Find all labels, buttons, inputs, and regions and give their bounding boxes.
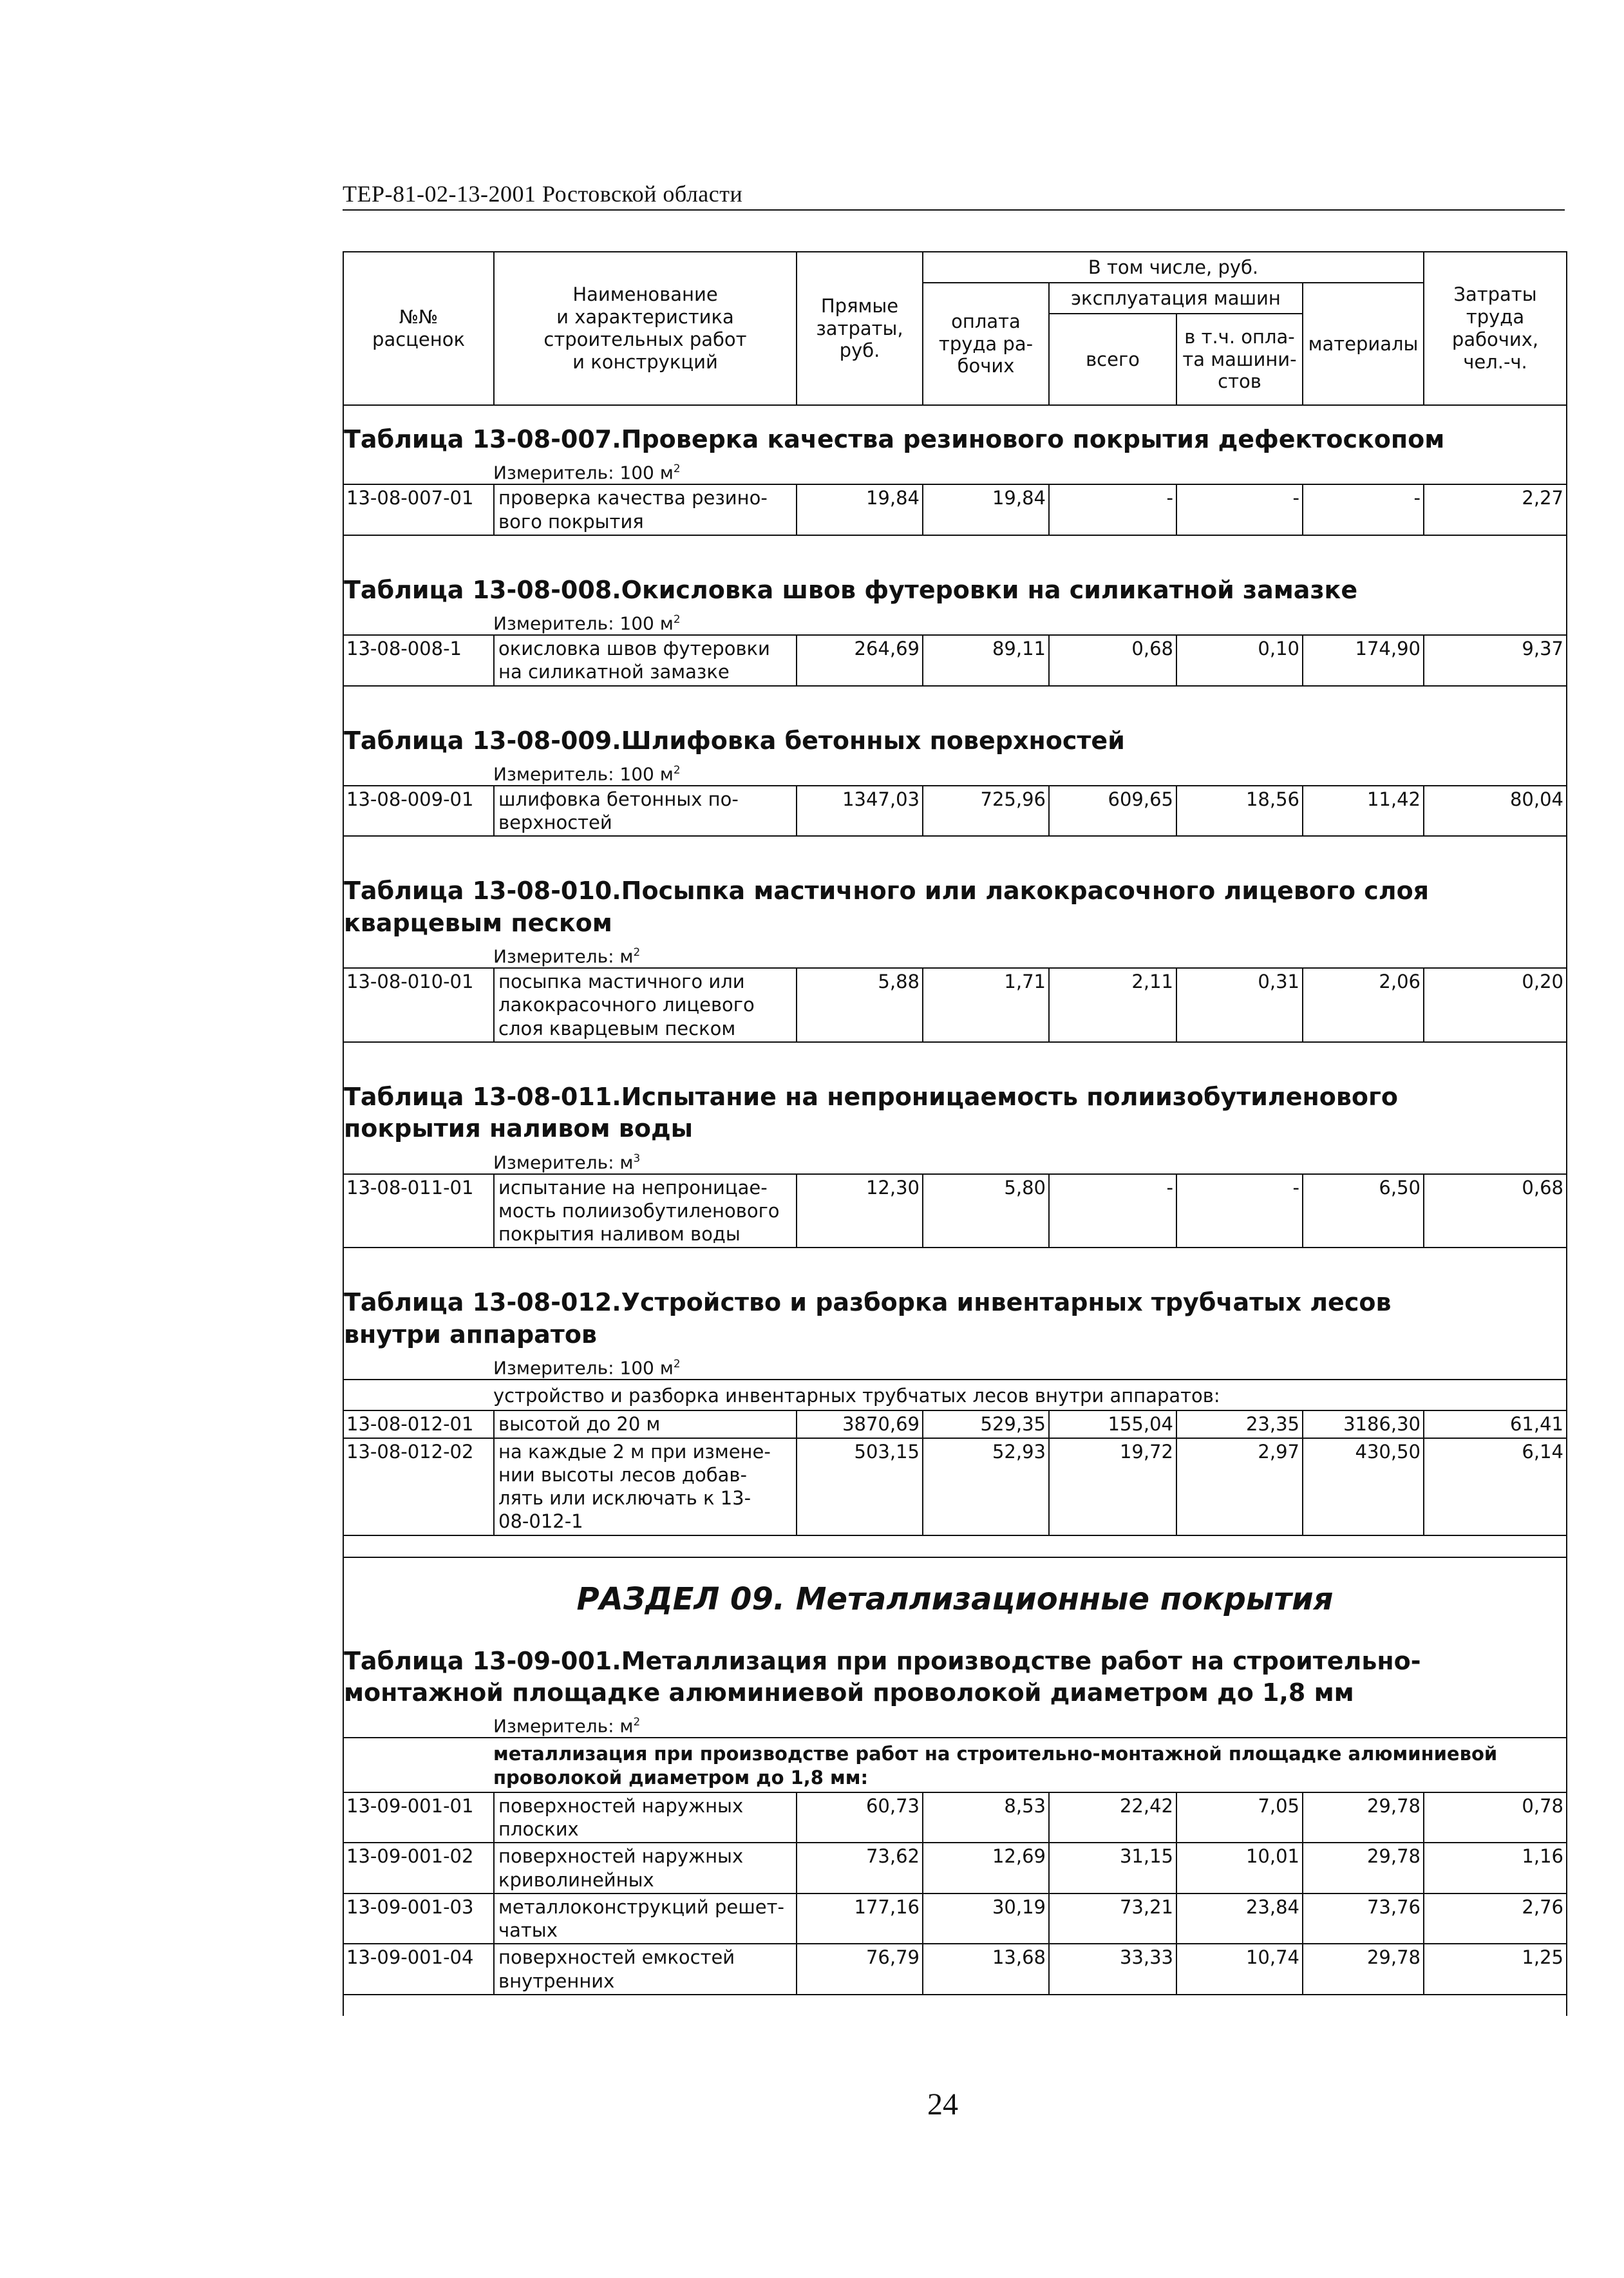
direct-cost-cell: 19,84 (796, 485, 922, 535)
unit-exponent: 2 (633, 945, 641, 959)
table-heading-continued: покрытия наливом воды (344, 1114, 694, 1143)
materials-cost-cell: 29,78 (1302, 1944, 1423, 1994)
work-name-cell: на каждые 2 м при измене- нии высоты лесов добав- лять или исключать к 13- 08-012-1 (493, 1439, 796, 1535)
table-title (344, 1628, 1566, 1677)
unit-exponent: 3 (633, 1151, 641, 1164)
col-code-header: №№ расценок (372, 306, 465, 350)
materials-cost-cell: 11,42 (1302, 786, 1423, 836)
table-title (344, 556, 1566, 606)
work-name-cell: металлоконструкций решет- чатых (493, 1894, 796, 1944)
labor-cost-cell: 80,04 (1423, 786, 1566, 836)
unit-text: Измеритель: м (493, 1152, 634, 1173)
labor-cost-cell: 0,78 (1423, 1793, 1566, 1843)
table-bottom-rule (344, 1994, 1566, 2016)
work-name-cell: поверхностей емкостей внутренних (493, 1944, 796, 1994)
unit-exponent: 2 (673, 1357, 681, 1371)
header-rule (343, 209, 1565, 211)
col-materials-header: материалы (1302, 283, 1423, 404)
wage-cost-cell: 19,84 (922, 485, 1048, 535)
unit-text: Измеритель: 100 м (493, 763, 674, 785)
direct-cost-cell: 76,79 (796, 1944, 922, 1994)
table-row (344, 1943, 1566, 1994)
work-name-cell: поверхностей наружных криволинейных (493, 1843, 796, 1893)
table-title (344, 1063, 1566, 1113)
table-row (344, 967, 1566, 1041)
direct-cost-cell: 60,73 (796, 1793, 922, 1843)
labor-cost-cell: 1,16 (1423, 1843, 1566, 1893)
table-row (344, 1173, 1566, 1248)
labor-cost-cell: 2,76 (1423, 1894, 1566, 1944)
table-bottom-rule (344, 1535, 1566, 1557)
table-number: Таблица 13-08-008. (344, 575, 621, 604)
col-machines-wage-header: в т.ч. опла- та машини- стов (1176, 314, 1302, 404)
col-name-header: Наименование и характеристика строительных работ и конструкций (493, 252, 796, 404)
table-heading-continued: монтажной площадке алюминиевой проволокой диаметром до 1,8 мм (344, 1678, 1354, 1707)
unit-text: Измеритель: 100 м (493, 1357, 674, 1379)
rate-code-cell: 13-09-001-04 (346, 1946, 474, 1969)
machinist-wage-cell: 7,05 (1176, 1793, 1302, 1843)
table-bottom-rule (344, 1247, 1566, 1269)
table-heading: Устройство и разборка инвентарных трубчатых лесов (621, 1288, 1392, 1317)
machines-total-cell: 73,21 (1048, 1894, 1176, 1944)
group-heading-row: металлизация при производстве работ на строительно-монтажной площадке алюминиевой проволокой диаметром до 1,8 мм: (344, 1737, 1566, 1792)
rate-code-cell: 13-08-007-01 (346, 487, 474, 509)
machines-total-cell: 22,42 (1048, 1793, 1176, 1843)
machines-total-cell: 0,68 (1048, 636, 1176, 685)
materials-cost-cell: 29,78 (1302, 1843, 1423, 1893)
table-heading: Посыпка мастичного или лакокрасочного лицевого слоя (621, 877, 1430, 906)
rate-code-cell: 13-08-011-01 (346, 1176, 474, 1199)
materials-cost-cell: 73,76 (1302, 1894, 1423, 1944)
col-machines-header: эксплуатация машин (1048, 283, 1302, 314)
col-wage-header: оплата труда ра- бочих (922, 283, 1048, 404)
table-row (344, 1410, 1566, 1437)
machinist-wage-cell: 10,01 (1176, 1843, 1302, 1893)
materials-cost-cell: 174,90 (1302, 636, 1423, 685)
table-number: Таблица 13-08-012. (344, 1288, 621, 1317)
wage-cost-cell: 725,96 (922, 786, 1048, 836)
wage-cost-cell: 1,71 (922, 969, 1048, 1041)
unit-exponent: 2 (633, 1715, 641, 1729)
table-heading: Испытание на непроницаемость полиизобутиленового (621, 1082, 1398, 1111)
wage-cost-cell: 30,19 (922, 1894, 1048, 1944)
running-title: ТЕР-81-02-13-2001 Ростовской области (343, 181, 743, 207)
rate-code-cell: 13-08-012-02 (346, 1440, 474, 1463)
direct-cost-cell: 503,15 (796, 1439, 922, 1535)
unit-text: Измеритель: м (493, 1715, 634, 1737)
unit-of-measure (344, 1351, 1566, 1379)
work-name-cell: поверхностей наружных плоских (493, 1793, 796, 1843)
rate-code-cell: 13-09-001-01 (346, 1794, 474, 1817)
labor-cost-cell: 0,68 (1423, 1175, 1566, 1248)
unit-of-measure (344, 1145, 1566, 1173)
direct-cost-cell: 177,16 (796, 1894, 922, 1944)
unit-of-measure (344, 455, 1566, 484)
materials-cost-cell: 3186,30 (1302, 1411, 1423, 1437)
machinist-wage-cell: 23,84 (1176, 1894, 1302, 1944)
table-heading: Окисловка швов футеровки на силикатной замазке (621, 575, 1358, 604)
wage-cost-cell: 89,11 (922, 636, 1048, 685)
rate-code-cell: 13-08-012-01 (346, 1413, 474, 1436)
labor-cost-cell: 1,25 (1423, 1944, 1566, 1994)
unit-of-measure (344, 939, 1566, 967)
machines-total-cell: 609,65 (1048, 786, 1176, 836)
direct-cost-cell: 264,69 (796, 636, 922, 685)
table-title (344, 857, 1566, 907)
unit-text: Измеритель: 100 м (493, 612, 674, 634)
labor-cost-cell: 2,27 (1423, 485, 1566, 535)
table-row (344, 634, 1566, 685)
wage-cost-cell: 13,68 (922, 1944, 1048, 1994)
materials-cost-cell: - (1302, 485, 1423, 535)
machines-total-cell: 33,33 (1048, 1944, 1176, 1994)
labor-cost-cell: 6,14 (1423, 1439, 1566, 1535)
col-machines-total-header: всего (1048, 314, 1176, 404)
col-incl-header: В том числе, руб. (922, 252, 1423, 283)
work-name-cell: испытание на непроницае- мость полиизобутиленового покрытия наливом воды (493, 1175, 796, 1248)
work-name-cell: посыпка мастичного или лакокрасочного лицевого слоя кварцевым песком (493, 969, 796, 1041)
rate-code-cell: 13-09-001-02 (346, 1845, 474, 1868)
rate-table-13-09-001 (344, 1628, 1566, 2016)
machinist-wage-cell: - (1176, 485, 1302, 535)
unit-text: Измеритель: 100 м (493, 462, 674, 484)
table-row (344, 1842, 1566, 1893)
table-title (344, 1269, 1566, 1318)
work-name-cell: шлифовка бетонных по- верхностей (493, 786, 796, 836)
materials-cost-cell: 6,50 (1302, 1175, 1423, 1248)
rate-code-cell: 13-08-010-01 (346, 971, 474, 993)
direct-cost-cell: 3870,69 (796, 1411, 922, 1437)
materials-cost-cell: 2,06 (1302, 969, 1423, 1041)
machines-total-cell: - (1048, 1175, 1176, 1248)
machinist-wage-cell: 23,35 (1176, 1411, 1302, 1437)
machinist-wage-cell: 0,31 (1176, 969, 1302, 1041)
wage-cost-cell: 529,35 (922, 1411, 1048, 1437)
unit-of-measure (344, 757, 1566, 785)
table-bottom-rule (344, 1041, 1566, 1063)
column-header (344, 252, 1566, 406)
table-number: Таблица 13-08-009. (344, 726, 621, 755)
table-heading: Проверка качества резинового покрытия дефектоскопом (621, 425, 1445, 453)
rate-code-cell: 13-08-009-01 (346, 788, 474, 810)
work-name-cell: проверка качества резино- вого покрытия (493, 485, 796, 535)
unit-exponent: 2 (673, 612, 681, 626)
machines-total-cell: - (1048, 485, 1176, 535)
table-row (344, 1893, 1566, 1944)
wage-cost-cell: 5,80 (922, 1175, 1048, 1248)
unit-text: Измеритель: м (493, 945, 634, 967)
work-name-cell: окисловка швов футеровки на силикатной замазке (493, 636, 796, 685)
table-number: Таблица 13-08-007. (344, 425, 621, 453)
table-title (344, 406, 1566, 455)
machinist-wage-cell: 10,74 (1176, 1944, 1302, 1994)
table-bottom-rule (344, 685, 1566, 707)
rates-sheet (343, 251, 1567, 2016)
direct-cost-cell: 1347,03 (796, 786, 922, 836)
rate-tables (344, 406, 1566, 1557)
table-number: Таблица 13-09-001. (344, 1646, 621, 1675)
section-heading: РАЗДЕЛ 09. Металлизационные покрытия (344, 1557, 1566, 1628)
table-heading: Шлифовка бетонных поверхностей (621, 726, 1125, 755)
table-heading-continued: внутри аппаратов (344, 1320, 597, 1349)
machinist-wage-cell: 0,10 (1176, 636, 1302, 685)
rate-code-cell: 13-09-001-03 (346, 1895, 474, 1918)
table-number: Таблица 13-08-011. (344, 1082, 621, 1111)
direct-cost-cell: 73,62 (796, 1843, 922, 1893)
wage-cost-cell: 12,69 (922, 1843, 1048, 1893)
table-bottom-rule (344, 535, 1566, 556)
unit-exponent: 2 (673, 462, 681, 475)
table-heading-continued: кварцевым песком (344, 908, 612, 937)
machines-total-cell: 2,11 (1048, 969, 1176, 1041)
work-name-cell: высотой до 20 м (493, 1411, 796, 1437)
unit-exponent: 2 (673, 763, 681, 777)
direct-cost-cell: 5,88 (796, 969, 922, 1041)
rate-code-cell: 13-08-008-1 (346, 638, 462, 660)
table-heading: Металлизация при производстве работ на строительно- (621, 1646, 1421, 1675)
col-direct-header: Прямые затраты, руб. (796, 252, 922, 404)
table-number: Таблица 13-08-010. (344, 877, 621, 906)
machines-total-cell: 19,72 (1048, 1439, 1176, 1535)
table-title (344, 707, 1566, 757)
machinist-wage-cell: - (1176, 1175, 1302, 1248)
page-number: 24 (927, 2087, 958, 2121)
machines-total-cell: 155,04 (1048, 1411, 1176, 1437)
table-row (344, 484, 1566, 535)
table-bottom-rule (344, 835, 1566, 857)
wage-cost-cell: 52,93 (922, 1439, 1048, 1535)
machines-total-cell: 31,15 (1048, 1843, 1176, 1893)
table-row (344, 1438, 1566, 1535)
unit-of-measure (344, 606, 1566, 634)
materials-cost-cell: 29,78 (1302, 1793, 1423, 1843)
labor-cost-cell: 0,20 (1423, 969, 1566, 1041)
materials-cost-cell: 430,50 (1302, 1439, 1423, 1535)
table-row (344, 785, 1566, 836)
direct-cost-cell: 12,30 (796, 1175, 922, 1248)
table-row (344, 1792, 1566, 1843)
wage-cost-cell: 8,53 (922, 1793, 1048, 1843)
machinist-wage-cell: 2,97 (1176, 1439, 1302, 1535)
unit-of-measure (344, 1709, 1566, 1737)
col-labor-header: Затраты труда рабочих, чел.-ч. (1423, 252, 1566, 404)
labor-cost-cell: 9,37 (1423, 636, 1566, 685)
group-heading-row: устройство и разборка инвентарных трубчатых лесов внутри аппаратов: (344, 1379, 1566, 1410)
machinist-wage-cell: 18,56 (1176, 786, 1302, 836)
labor-cost-cell: 61,41 (1423, 1411, 1566, 1437)
